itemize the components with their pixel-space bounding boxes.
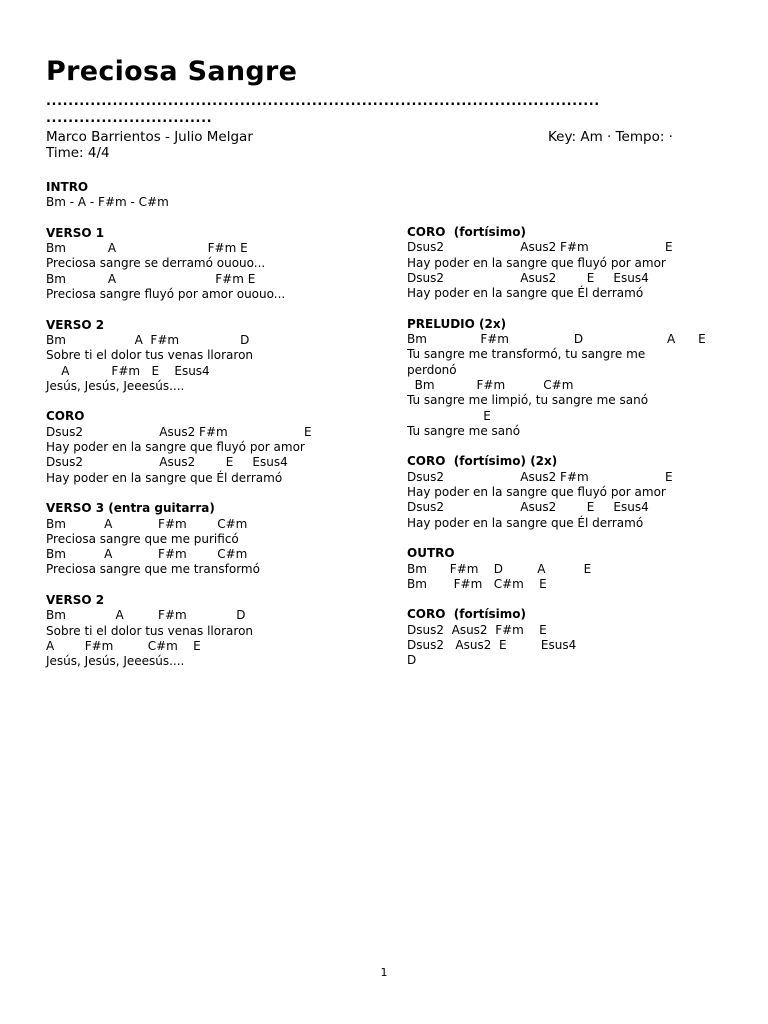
section-line: D	[407, 653, 417, 668]
section-title: CORO (fortísimo)	[407, 225, 527, 239]
section-title: CORO	[46, 409, 85, 424]
section-line: Preciosa sangre fluyó por amor ououo...	[46, 287, 286, 302]
section-line: Hay poder en la sangre que fluyó por amor	[407, 485, 666, 500]
time-signature: Time: 4/4	[46, 145, 110, 161]
song-section	[46, 318, 396, 394]
section-title: PRELUDIO (2x)	[407, 316, 507, 331]
dotted-separator: ....................................................................................................	[46, 94, 600, 109]
left-column	[46, 180, 396, 685]
section-line: perdonó	[407, 362, 457, 377]
section-line: Tu sangre me limpió, tu sangre me sanó	[407, 393, 649, 408]
section-title: CORO (fortísimo) (2x)	[407, 454, 558, 469]
section-line: Dsus2 Asus2 F#m E	[407, 469, 673, 484]
section-title: OUTRO	[407, 546, 455, 561]
section-line: Hay poder en la sangre que Él derramó	[46, 470, 283, 485]
section-line: Preciosa sangre que me transformó	[46, 562, 260, 577]
song-section	[407, 317, 737, 439]
section-line: Preciosa sangre que me purificó	[46, 531, 239, 546]
section-line: Bm A F#m C#m	[46, 516, 248, 531]
section-line: Dsus2 Asus2 E Esus4	[407, 638, 577, 653]
song-section	[407, 454, 737, 530]
section-title: INTRO	[46, 180, 89, 194]
section-line: Bm A F#m C#m	[46, 547, 248, 562]
section-line: Bm F#m C#m	[407, 377, 574, 392]
section-line: Preciosa sangre se derramó ououo...	[46, 256, 266, 271]
section-line: Bm F#m C#m E	[407, 576, 547, 591]
section-line: Dsus2 Asus2 E Esus4	[46, 455, 288, 470]
section-line: Bm A F#m E	[46, 271, 256, 286]
section-title: VERSO 1	[46, 225, 105, 240]
section-line: Sobre ti el dolor tus venas lloraron	[46, 348, 254, 363]
section-line: Hay poder en la sangre que fluyó por amor	[407, 255, 666, 270]
section-line: Bm F#m D A E	[407, 332, 706, 347]
section-title: VERSO 2	[46, 593, 105, 608]
section-line: Hay poder en la sangre que Él derramó	[407, 286, 644, 301]
section-line: Dsus2 Asus2 E Esus4	[407, 270, 649, 285]
dotted-separator-continued: ..............................	[46, 111, 213, 126]
section-line: Hay poder en la sangre que fluyó por amor	[46, 440, 305, 455]
section-line: Bm A F#m E	[46, 241, 248, 256]
page-number: 1	[380, 966, 388, 979]
section-line: Jesús, Jesús, Jeeesús....	[46, 378, 185, 393]
section-line: Hay poder en la sangre que Él derramó	[407, 515, 644, 530]
section-title: VERSO 2	[46, 317, 105, 332]
section-line: Jesús, Jesús, Jeeesús....	[46, 654, 185, 669]
section-title: CORO (fortísimo)	[407, 607, 527, 622]
song-authors: Marco Barrientos - Julio Melgar	[46, 129, 253, 145]
section-line: Dsus2 Asus2 E Esus4	[407, 500, 649, 515]
section-line: Bm A F#m D	[46, 332, 250, 347]
section-line: Dsus2 Asus2 F#m E	[46, 424, 312, 439]
song-section	[407, 225, 737, 301]
section-line: Bm A F#m D	[46, 608, 246, 623]
section-line: Bm F#m D A E	[407, 561, 592, 576]
song-section	[407, 607, 737, 668]
section-line: A F#m C#m E	[46, 638, 201, 653]
song-section	[46, 180, 396, 211]
song-section	[407, 546, 737, 592]
song-section	[46, 593, 396, 669]
song-title: Preciosa Sangre	[46, 56, 298, 87]
section-line: Bm - A - F#m - C#m	[46, 195, 169, 210]
section-title: VERSO 3 (entra guitarra)	[46, 501, 215, 516]
song-section	[46, 501, 396, 577]
key-tempo: Key: Am · Tempo: ·	[548, 129, 673, 145]
section-line: E	[407, 408, 491, 423]
section-line: A F#m E Esus4	[46, 363, 210, 378]
section-line: Tu sangre me sanó	[407, 423, 521, 438]
section-line: Dsus2 Asus2 F#m E	[407, 240, 673, 255]
section-line: Tu sangre me transformó, tu sangre me	[407, 347, 646, 362]
section-line: Sobre ti el dolor tus venas lloraron	[46, 623, 254, 638]
song-section	[46, 226, 396, 302]
section-line: Dsus2 Asus2 F#m E	[407, 622, 547, 637]
right-column	[407, 225, 737, 684]
song-section	[46, 409, 396, 485]
